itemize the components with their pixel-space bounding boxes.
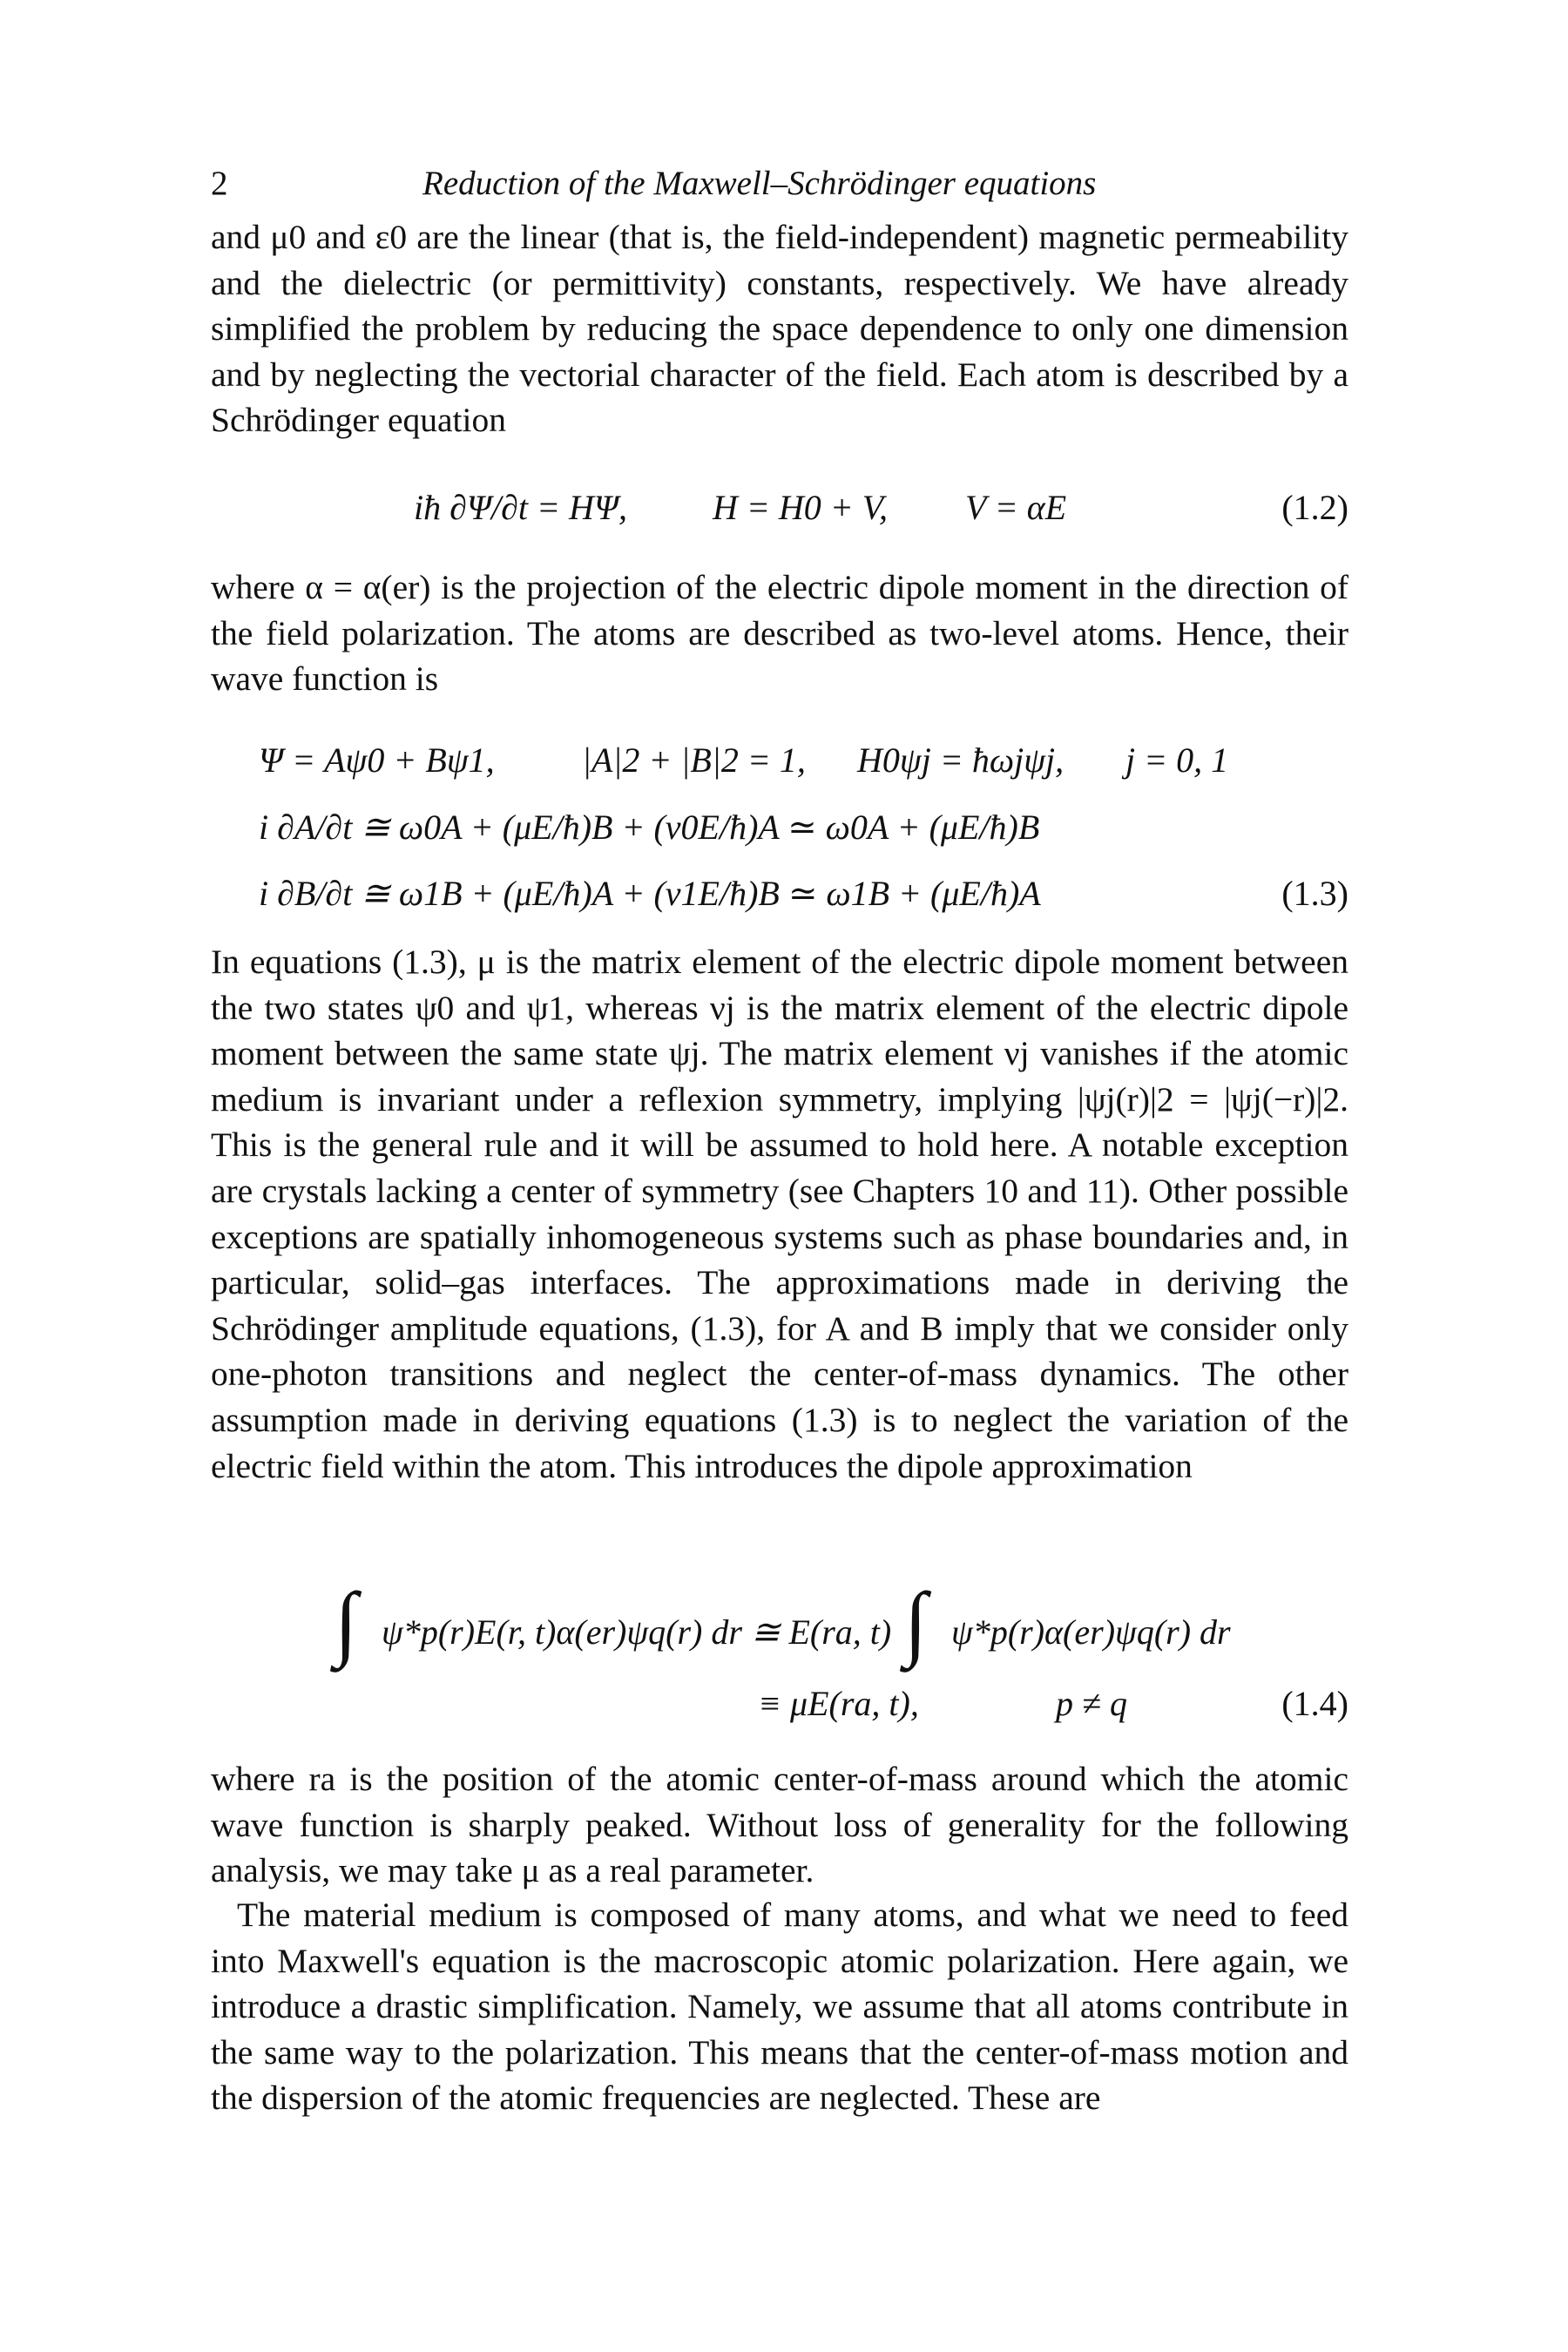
equation-number-1-4: (1.4) [1281,1684,1348,1723]
equation-number-1-3: (1.3) [1281,874,1348,913]
eq-1-4-lhs: ψ*p(r)E(r, t)α(er)ψq(r) dr ≅ E(ra, t) [382,1612,892,1652]
equation-number-1-2: (1.2) [1281,488,1348,527]
eq-1-3-normalization: |A|2 + |B|2 = 1, [582,740,806,780]
running-title: Reduction of the Maxwell–Schrödinger equations [422,165,1097,202]
equation-1-4-line-1 [211,1575,1348,1673]
eq-1-4-rhs: ψ*p(r)α(er)ψq(r) dr [951,1612,1231,1652]
eq-1-4-result: ≡ μE(ra, t), [758,1684,919,1723]
equation-1-2 [211,483,1348,532]
integral-sign: ∫ [335,1575,358,1668]
eq-1-2-part-1: iħ ∂Ψ/∂t = HΨ, [414,488,627,527]
paragraph-2: where α = α(er) is the projection of the electric dipole moment in the direction of the field polarization. The atoms are described as two-level atoms. Hence, their wave function is [211,568,1348,699]
equation-1-4-line-2 [211,1680,1348,1728]
page-number: 2 [211,165,228,202]
equation-1-3-line-2 [211,803,1348,852]
paragraph-1: and μ0 and ε0 are the linear (that is, the field-independent) magnetic permeability and the dielectric (or permittivity) constants, respectively. We have already simplified the problem by reducing the space dependence to only one dimension and by neglecting the vectorial character of the field. Each atom is described by a Schrödinger equation [211,218,1348,440]
eq-1-3-wavefunction: Ψ = Aψ0 + Bψ1, [259,740,495,780]
page-header [211,164,1348,207]
eq-1-4-condition: p ≠ q [1056,1684,1127,1723]
paragraph-4: where ra is the position of the atomic center-of-mass around which the atomic wave function is sharply peaked. Without loss of generality for the following analysis, we may take μ as a real parameter. [211,1760,1348,1890]
eq-1-2-part-2: H = H0 + V, [713,488,889,527]
eq-1-2-part-3: V = αE [965,488,1067,527]
eq-1-3-index: j = 0, 1 [1125,740,1229,780]
eq-1-3-eigenvalue: H0ψj = ħωjψj, [857,740,1064,780]
paragraph-5: The material medium is composed of many atoms, and what we need to feed into Maxwell's equation is the macroscopic atomic polarization. Here again, we introduce a drastic simplification. Namely, we assume that all atoms contribute in the same way to the polarization. This means that the center-of-mass motion and the dispersion of the atomic frequencies are neglected. These are [211,1896,1348,2118]
equation-1-3-line-1 [211,736,1348,785]
equation-1-3-line-3 [211,869,1348,918]
paragraph-3: In equations (1.3), μ is the matrix element of the electric dipole moment between the two states ψ0 and ψ1, whereas νj is the matrix element of the electric dipole moment between the same state ψj. The matrix element νj vanishes if the atomic medium is invariant under a reflexion symmetry, implying |ψj(r)|2 = |ψj(−r)|2. This is the general rule and it will be assumed to hold here. A notable exception are crystals lacking a center of symmetry (see Chapters 10 and 11). Other possible exceptions are spatially inhomogeneous systems such as phase boundaries and, in particular, solid–gas interfaces. The approximations made in deriving the Schrödinger amplitude equations, (1.3), for A and B imply that we consider only one-photon transitions and neglect the center-of-mass dynamics. The other assumption made in deriving equations (1.3) is to neglect the variation of the electric field within the atom. This introduces the dipole approximation [211,943,1348,1485]
integral-sign: ∫ [904,1575,928,1668]
eq-1-3-a-dynamics: i ∂A/∂t ≅ ω0A + (μE/ħ)B + (ν0E/ħ)A ≃ ω0A + (μE/ħ)B [259,808,1040,847]
eq-1-3-b-dynamics: i ∂B/∂t ≅ ω1B + (μE/ħ)A + (ν1E/ħ)B ≃ ω1B + (μE/ħ)A [259,874,1041,913]
